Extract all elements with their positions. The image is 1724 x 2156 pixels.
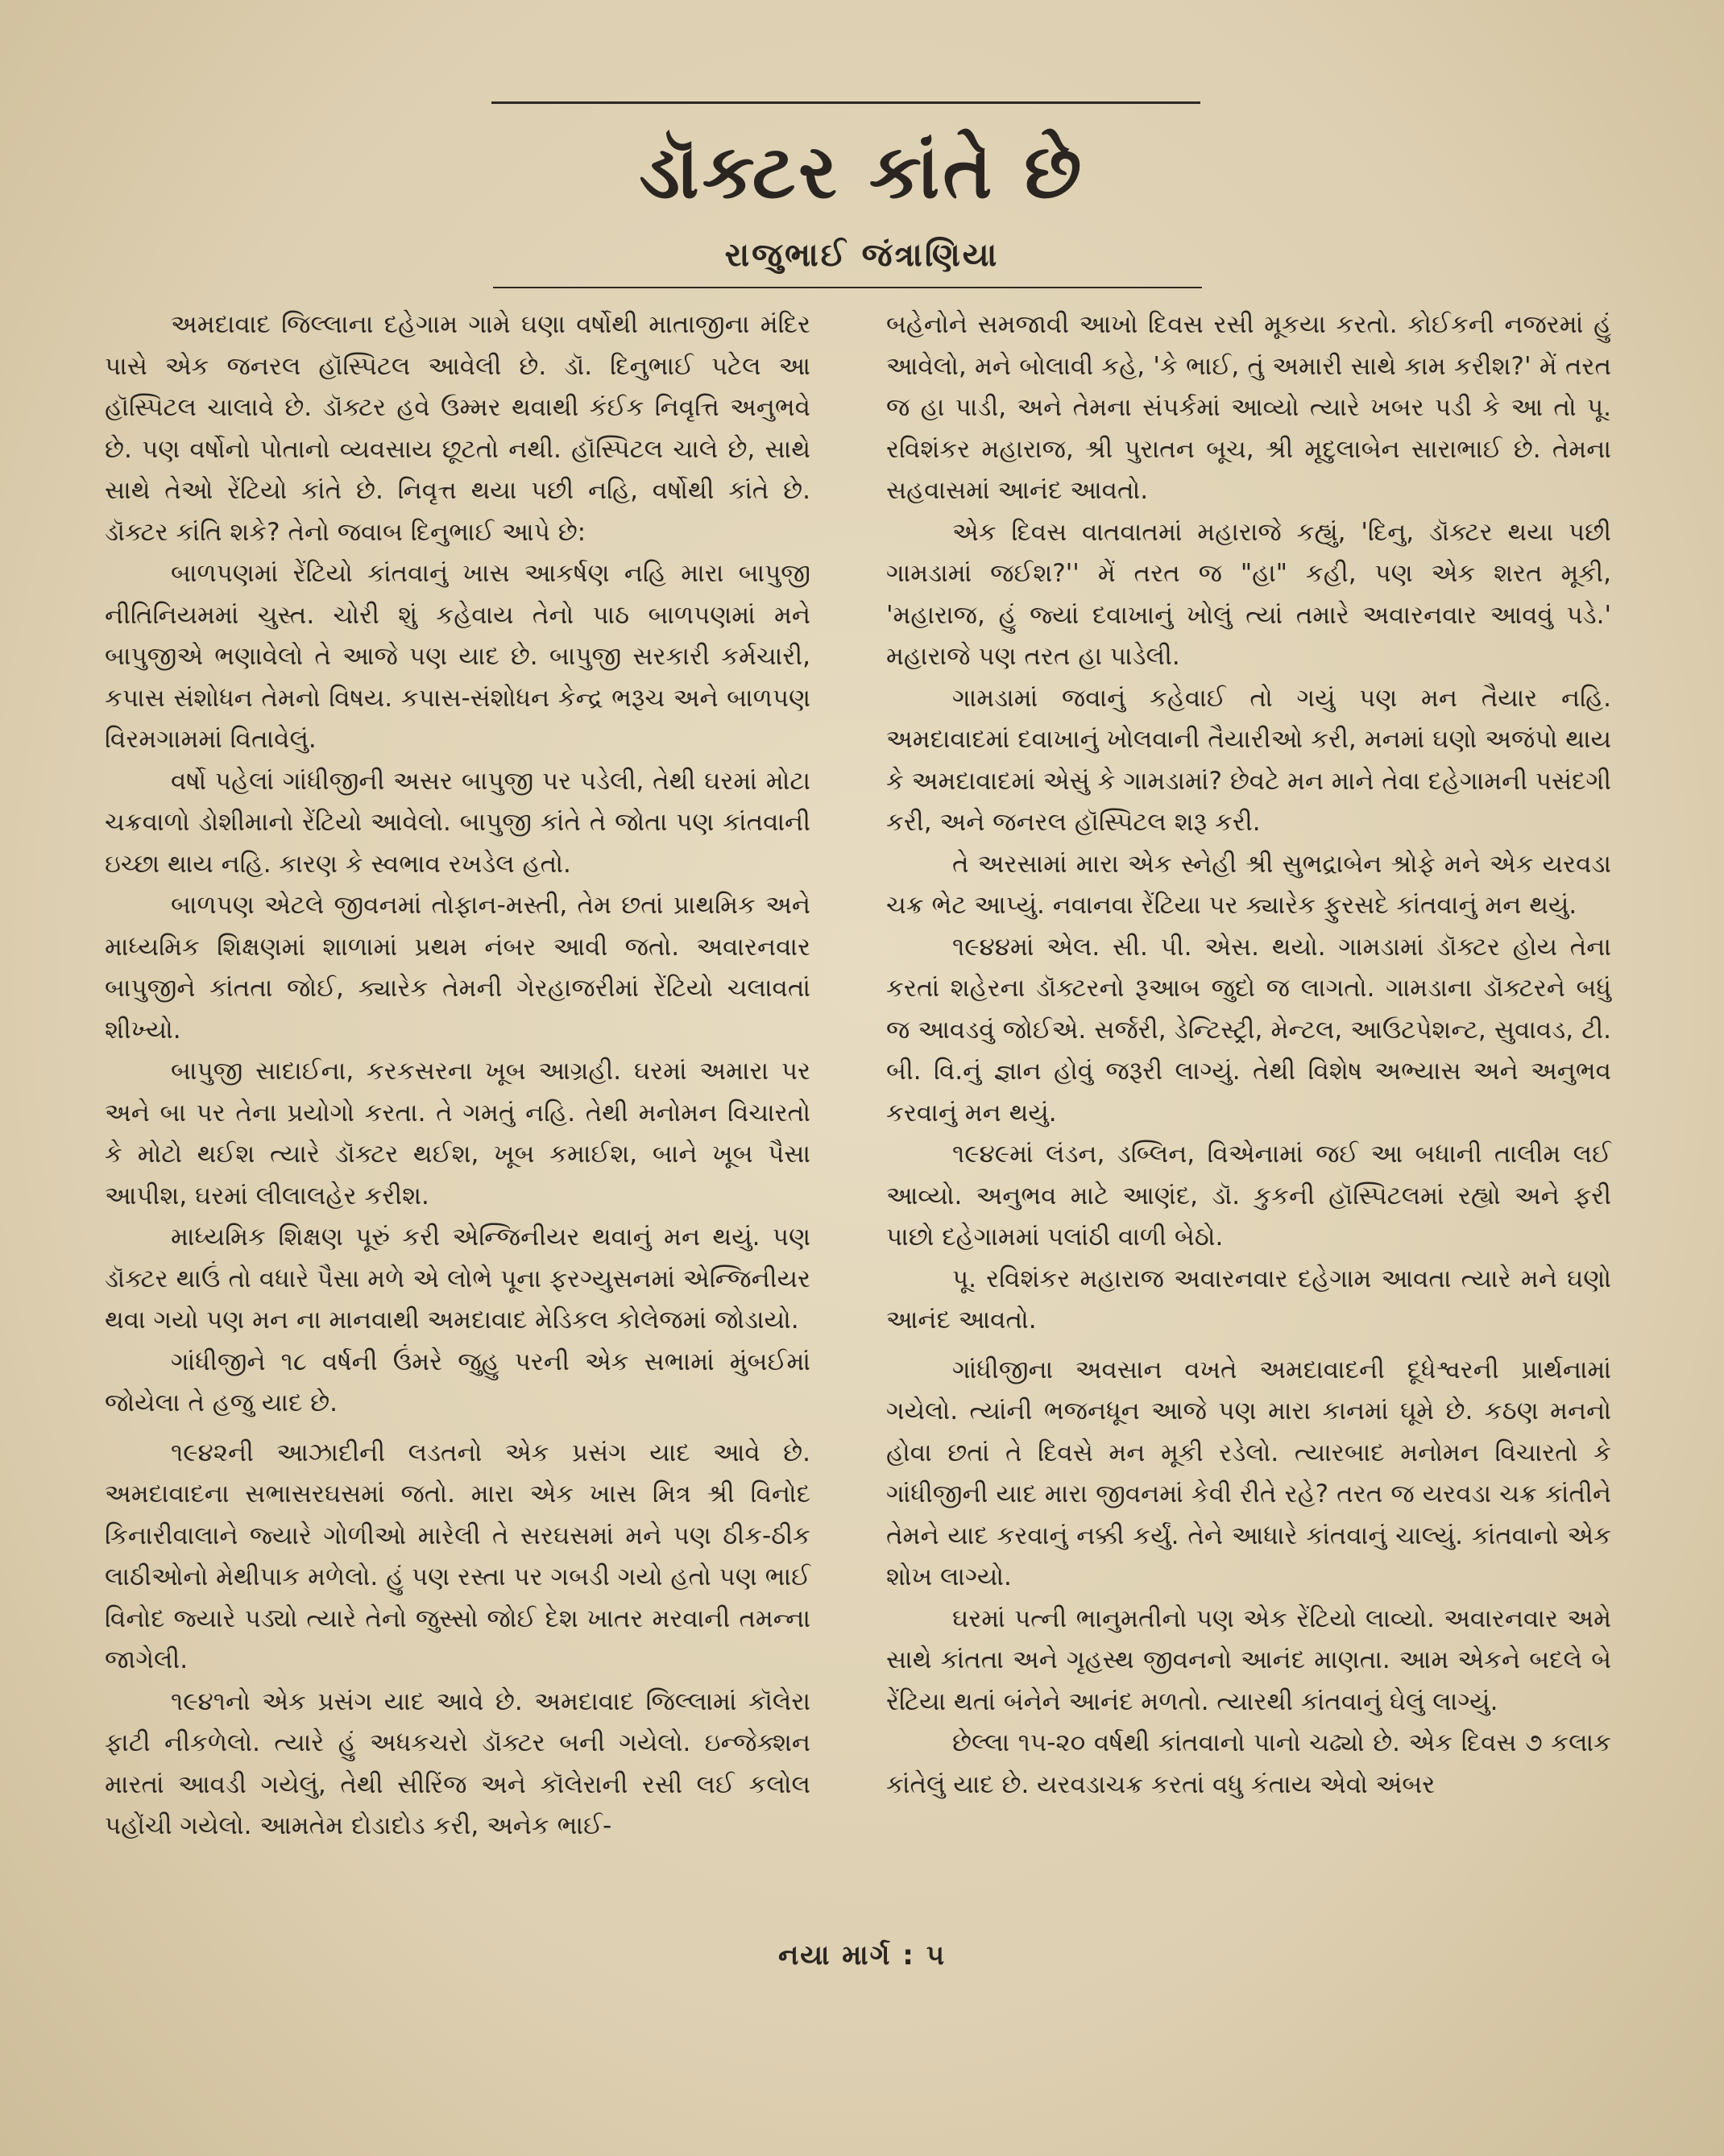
- paragraph: ૧૯૪૧નો એક પ્રસંગ યાદ આવે છે. અમદાવાદ જિલ્લામાં કૉલેરા ફાટી નીકળેલો. ત્યારે હું અધકચરો ડૉક્ટર બની ગયેલો. ઇન્જેક્શન મારતાં આવડી ગયેલું, તેથી સીરિંજ અને કૉલેરાની રસી લઈ કલોલ પહોંચી ગયેલો. આમતેમ દોડાદોડ કરી, અનેક ભાઈ-: [105, 1686, 810, 1840]
- paragraph: ૧૯૪૯માં લંડન, ડબ્લિન, વિએનામાં જઈ આ બધાની તાલીમ લઈ આવ્યો. અનુભવ માટે આણંદ, ડૉ. કુકની હૉસ્પિટલમાં રહ્યો અને ફરી પાછો દહેગામમાં પલાંઠી વાળી બેઠો.: [886, 1140, 1611, 1252]
- article-author: રાજુભાઈ જંત્રાણિયા: [724, 237, 1000, 274]
- paragraph: માધ્યમિક શિક્ષણ પૂરું કરી એન્જિનીયર થવાનું મન થયું. પણ ડૉક્ટર થાઉં તો વધારે પૈસા મળે એ લોભે પૂના ફરગ્યુસનમાં એન્જિનીયર થવા ગયો પણ મન ના માનવાથી અમદાવાદ મેડિકલ કોલેજમાં જોડાયો.: [105, 1223, 810, 1335]
- title-bottom-rule: [493, 287, 1202, 288]
- paragraph: ઘરમાં પત્ની ભાનુમતીનો પણ એક રેંટિયો લાવ્યો. અવારનવાર અમે સાથે કાંતતા અને ગૃહસ્થ જીવનનો આનંદ માણતા. આમ એકને બદલે બે રેંટિયા થતાં બંનેને આનંદ મળતો. ત્યારથી કાંતવાનું ઘેલું લાગ્યું.: [886, 1604, 1611, 1716]
- paragraph: એક દિવસ વાતવાતમાં મહારાજે કહ્યું, 'દિનુ, ડૉક્ટર થયા પછી ગામડામાં જઈશ?'' મેં તરત જ "હા" કહી, પણ એક શરત મૂકી, 'મહારાજ, હું જ્યાં દવાખાનું ખોલું ત્યાં તમારે અવારનવાર આવવું પડે.' મહારાજે પણ તરત હા પાડેલી.: [886, 517, 1611, 671]
- paragraph: ગાંધીજીને ૧૮ વર્ષની ઉંમરે જુહુ પરની એક સભામાં મુંબઈમાં જોયેલા તે હજુ યાદ છે.: [105, 1347, 810, 1417]
- paragraph: બાપુજી સાદાઈના, કરકસરના ખૂબ આગ્રહી. ઘરમાં અમારા પર અને બા પર તેના પ્રયોગો કરતા. તે ગમતું નહિ. તેથી મનોમન વિચારતો કે મોટો થઈશ ત્યારે ડૉક્ટર થઈશ, ખૂબ કમાઈશ, બાને ખૂબ પૈસા આપીશ, ઘરમાં લીલાલહેર કરીશ.: [105, 1057, 810, 1210]
- page-footer: નયા માર્ગ : ૫: [777, 1939, 947, 1972]
- paragraph: ગામડામાં જવાનું કહેવાઈ તો ગયું પણ મન તૈયાર નહિ. અમદાવાદમાં દવાખાનું ખોલવાની તૈયારીઓ કરી, મનમાં ઘણો અજંપો થાય કે અમદાવાદમાં એસું કે ગામડામાં? છેવટે મન માને તેવા દહેગામની પસંદગી કરી, અને જનરલ હૉસ્પિટલ શરૂ કરી.: [886, 683, 1611, 837]
- left-column: [105, 304, 810, 1848]
- title-top-rule: [491, 101, 1200, 104]
- right-column: [886, 304, 1611, 1806]
- paragraph: બાળપણ એટલે જીવનમાં તોફાન-મસ્તી, તેમ છતાં પ્રાથમિક અને માધ્યમિક શિક્ષણમાં શાળામાં પ્રથમ નંબર આવી જતો. અવારનવાર બાપુજીને કાંતતા જોઈ, ક્યારેક તેમની ગેરહાજરીમાં રેંટિયો ચલાવતાં શીખ્યો.: [105, 891, 810, 1045]
- paragraph: ગાંધીજીના અવસાન વખતે અમદાવાદની દૂધેશ્વરની પ્રાર્થનામાં ગયેલો. ત્યાંની ભજનધૂન આજે પણ મારા કાનમાં ઘૂમે છે. કઠણ મનનો હોવા છતાં તે દિવસે મન મૂકી રડેલો. ત્યારબાદ મનોમન વિચારતો કે ગાંધીજીની યાદ મારા જીવનમાં કેવી રીતે રહે? તરત જ યરવડા ચક્ર કાંતીને તેમને યાદ કરવાનું નક્કી કર્યું. તેને આધારે કાંતવાનું ચાલ્યું. કાંતવાનો એક શોખ લાગ્યો.: [886, 1355, 1611, 1591]
- paragraph: તે અરસામાં મારા એક સ્નેહી શ્રી સુભદ્રાબેન શ્રોફે મને એક યરવડા ચક્ર ભેટ આપ્યું. નવાનવા રેંટિયા પર ક્યારેક ફુરસદે કાંતવાનું મન થયું.: [886, 849, 1611, 920]
- paragraph: પૂ. રવિશંકર મહારાજ અવારનવાર દહેગામ આવતા ત્યારે મને ઘણો આનંદ આવતો.: [886, 1264, 1611, 1335]
- paragraph: બહેનોને સમજાવી આખો દિવસ રસી મૂકયા કરતો. કોઈકની નજરમાં હું આવેલો, મને બોલાવી કહે, 'કે ભાઈ, તું અમારી સાથે કામ કરીશ?' મેં તરત જ હા પાડી, અને તેમના સંપર્કમાં આવ્યો ત્યારે ખબર પડી કે આ તો પૂ. રવિશંકર મહારાજ, શ્રી પુરાતન બૂચ, શ્રી મૃદુલાબેન સારાભાઈ છે. તેમના સહવાસમાં આનંદ આવતો.: [886, 310, 1611, 505]
- paragraph: બાળપણમાં રેંટિયો કાંતવાનું ખાસ આકર્ષણ નહિ મારા બાપુજી નીતિનિયમમાં ચુસ્ત. ચોરી શું કહેવાય તેનો પાઠ બાળપણમાં મને બાપુજીએ ભણાવેલો તે આજે પણ યાદ છે. બાપુજી સરકારી કર્મચારી, કપાસ સંશોધન તેમનો વિષય. કપાસ-સંશોધન કેન્દ્ર ભરૂચ અને બાળપણ વિરમગામમાં વિતાવેલું.: [105, 559, 810, 754]
- article-title: ડૉક્ટર કાંતે છે: [639, 129, 1085, 215]
- paragraph: છેલ્લા ૧૫-૨૦ વર્ષથી કાંતવાનો પાનો ચઢ્યો છે. એક દિવસ ૭ કલાક કાંતેલું યાદ છે. યરવડાચક્ર કરતાં વધુ કંતાય એવો અંબર: [886, 1728, 1611, 1799]
- paragraph: વર્ષો પહેલાં ગાંધીજીની અસર બાપુજી પર પડેલી, તેથી ઘરમાં મોટા ચક્રવાળો ડોશીમાનો રેંટિયો આવેલો. બાપુજી કાંતે તે જોતા પણ કાંતવાની ઇચ્છા થાય નહિ. કારણ કે સ્વભાવ રખડેલ હતો.: [105, 766, 810, 879]
- paragraph: ૧૯૪૪માં એલ. સી. પી. એસ. થયો. ગામડામાં ડૉક્ટર હોય તેના કરતાં શહેરના ડૉક્ટરનો રૂઆબ જુદો જ લાગતો. ગામડાના ડૉક્ટરને બધું જ આવડવું જોઈએ. સર્જરી, ડેન્ટિસ્ટ્રી, મેન્ટલ, આઉટપેશન્ટ, સુવાવડ, ટી. બી. વિ.નું જ્ઞાન હોવું જરૂરી લાગ્યું. તેથી વિશેષ અભ્યાસ અને અનુભવ કરવાનું મન થયું.: [886, 932, 1611, 1128]
- paragraph: અમદાવાદ જિલ્લાના દહેગામ ગામે ઘણા વર્ષોથી માતાજીના મંદિર પાસે એક જનરલ હૉસ્પિટલ આવેલી છે. ડૉ. દિનુભાઈ પટેલ આ હૉસ્પિટલ ચાલાવે છે. ડૉક્ટર હવે ઉમ્મર થવાથી કંઈક નિવૃત્તિ અનુભવે છે. પણ વર્ષોનો પોતાનો વ્યવસાય છૂટતો નથી. હૉસ્પિટલ ચાલે છે, સાથે સાથે તેઓ રેંટિયો કાંતે છે. નિવૃત્ત થયા પછી નહિ, વર્ષોથી કાંતે છે. ડૉક્ટર કાંતિ શકે? તેનો જવાબ દિનુભાઈ આપે છે:: [105, 310, 810, 547]
- paragraph: ૧૯૪૨ની આઝાદીની લડતનો એક પ્રસંગ યાદ આવે છે. અમદાવાદના સભાસરઘસમાં જતો. મારા એક ખાસ મિત્ર શ્રી વિનોદ કિનારીવાલાને જ્યારે ગોળીઓ મારેલી તે સરઘસમાં મને પણ ઠીક-ઠીક લાઠીઓનો મેથીપાક મળેલો. હું પણ રસ્તા પર ગબડી ગયો હતો પણ ભાઈ વિનોદ જ્યારે પડ્યો ત્યારે તેનો જુસ્સો જોઈ દેશ ખાતર મરવાની તમન્ના જાગેલી.: [105, 1438, 810, 1674]
